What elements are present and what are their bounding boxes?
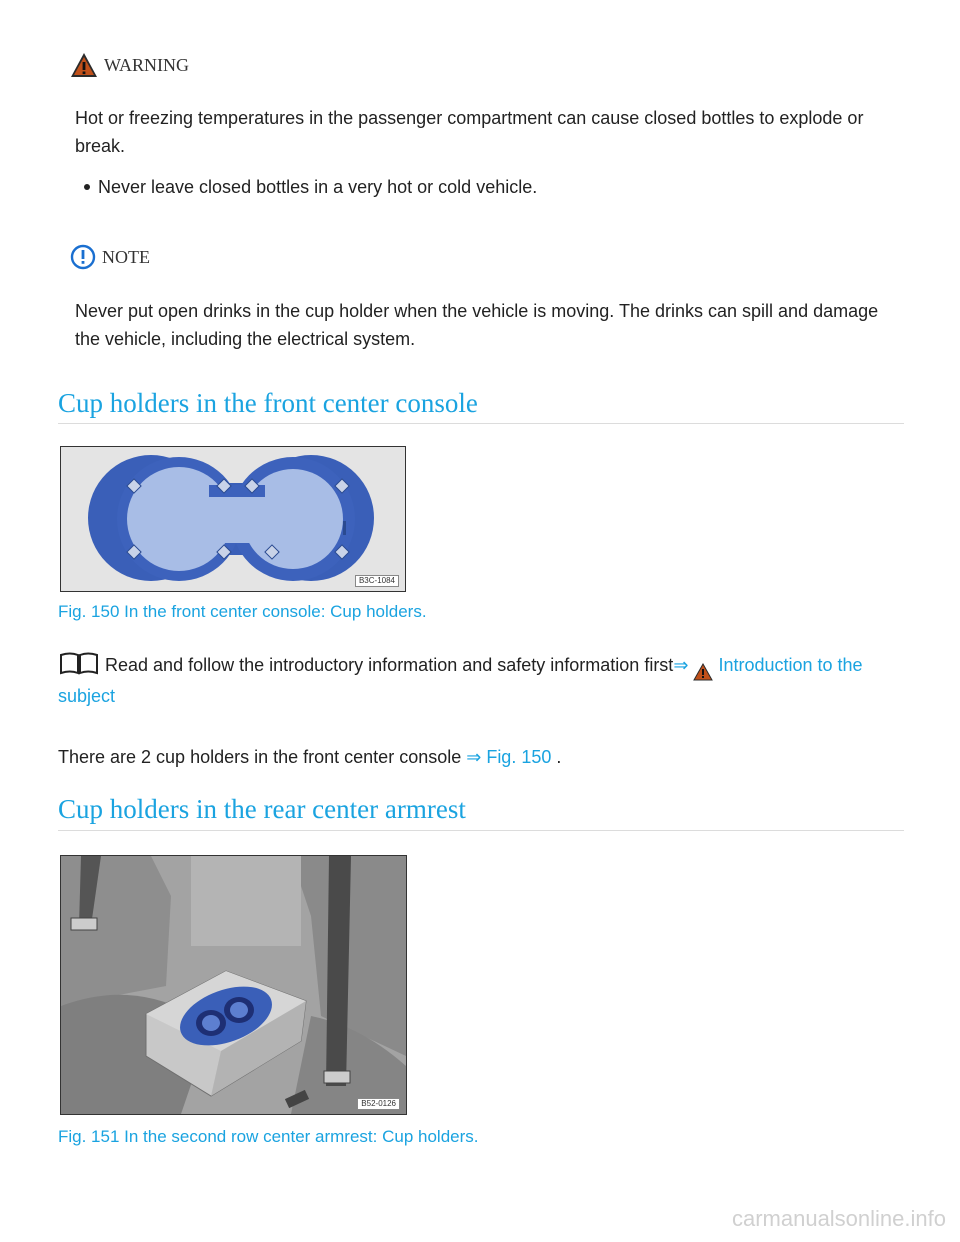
section-heading-rear: Cup holders in the rear center armrest (58, 794, 466, 824)
book-icon (58, 651, 100, 675)
warning-small-icon (693, 663, 713, 681)
note-text: Never put open drinks in the cup holder when the vehicle is moving. The drinks can spill and damage the vehicle, including the electrical system. (75, 301, 879, 349)
body-prefix: There are 2 cup holders in the front center console (58, 747, 467, 767)
figure-151-caption: Fig. 151 In the second row center armrest: Cup holders. (58, 1127, 479, 1146)
intro-subject-link[interactable]: Introduction to the subject (58, 655, 863, 706)
intro-text: Read and follow the introductory information and safety information first (105, 655, 674, 675)
figure-150-image (60, 446, 406, 592)
heading-rule (58, 830, 904, 831)
warning-label: WARNING (104, 54, 189, 75)
exclamation-circle-icon (70, 244, 96, 270)
heading-rule (58, 423, 904, 424)
warning-header (70, 52, 189, 78)
section-heading-front: Cup holders in the front center console (58, 388, 478, 418)
fig-150-link[interactable]: ⇒ Fig. 150 (466, 747, 552, 767)
figure-151-image (60, 855, 407, 1115)
note-header (70, 244, 150, 270)
figure-150-caption: Fig. 150 In the front center console: Cup holders. (58, 602, 427, 621)
warning-text: Hot or freezing temperatures in the passenger compartment can cause closed bottles to explode or break. (75, 108, 864, 156)
rear-armrest-illustration (61, 856, 406, 1114)
bullet-dot (84, 184, 90, 190)
warning-bullet: Never leave closed bottles in a very hot or cold vehicle. (98, 177, 538, 197)
body-suffix: . (551, 747, 562, 767)
warning-triangle-icon (70, 52, 98, 78)
figure-code: B52-0126 (357, 1098, 400, 1110)
site-watermark: carmanualsonline.info (731, 1206, 946, 1231)
note-label: NOTE (102, 246, 150, 267)
body-line (58, 745, 561, 769)
figure-code: B3C-1084 (355, 575, 399, 587)
intro-line (58, 650, 904, 711)
cup-holders-front-illustration (61, 447, 405, 591)
intro-arrow-link[interactable]: ⇒ (673, 655, 689, 675)
